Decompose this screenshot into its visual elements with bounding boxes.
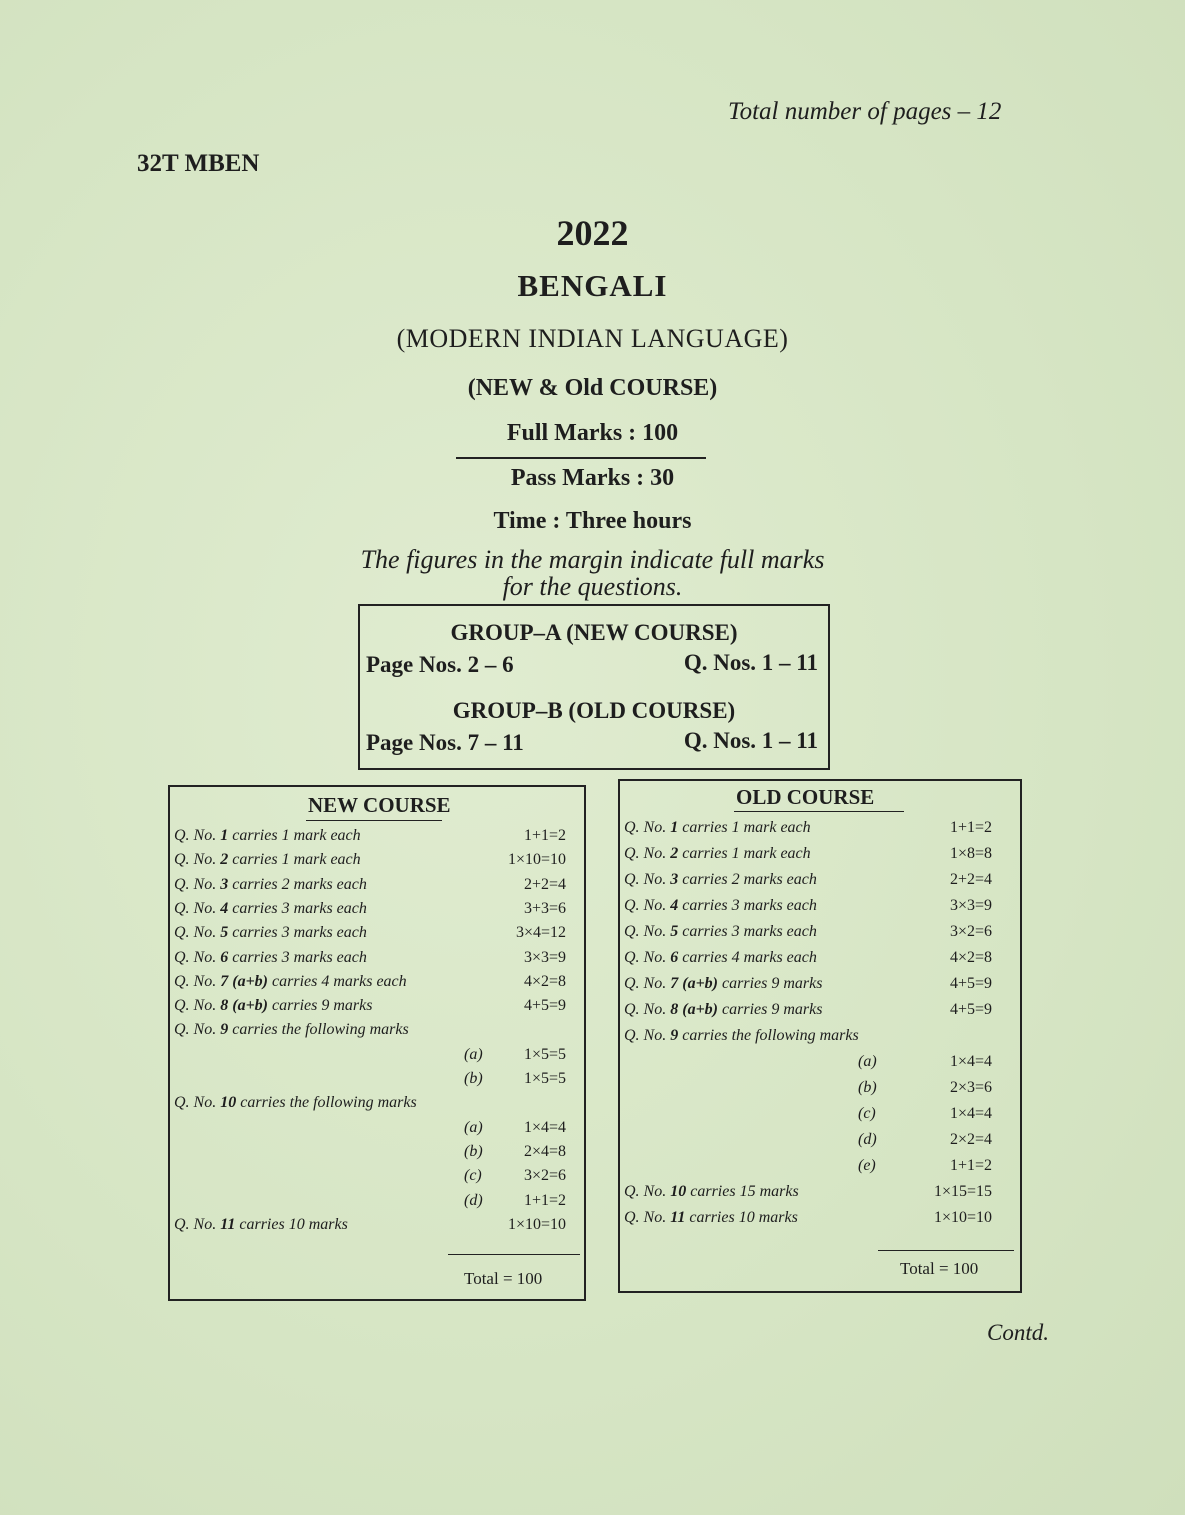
question-description: carries 1 mark each <box>232 851 361 869</box>
question-text: Q. No. 5 carries 3 marks each <box>174 924 367 942</box>
question-description: carries 1 mark each <box>682 819 811 836</box>
marks-row <box>620 845 1020 869</box>
sub-part-label: (e) <box>858 1157 876 1174</box>
marks-row <box>620 871 1020 895</box>
sub-part-label: (a) <box>464 1045 483 1063</box>
marks-row <box>620 975 1020 999</box>
question-text: Q. No. 11 carries 10 marks <box>624 1209 798 1226</box>
marks-row <box>170 924 584 948</box>
marks-value: 2+2=4 <box>523 875 566 893</box>
marks-row <box>170 1216 584 1240</box>
marks-row <box>620 1001 1020 1025</box>
marks-value: 1×8=8 <box>949 845 992 862</box>
marks-value: 2×2=4 <box>949 1131 992 1148</box>
marks-value: 3×4=12 <box>515 924 566 942</box>
pass-marks: Pass Marks : 30 <box>510 465 675 491</box>
question-number: 11 <box>670 1209 686 1226</box>
marks-value: 3×3=9 <box>949 897 992 914</box>
question-description: carries 4 marks each <box>682 949 817 966</box>
sub-part-label: (d) <box>464 1191 483 1209</box>
marks-value: 1×4=4 <box>949 1053 992 1070</box>
question-number: 5 <box>220 924 229 942</box>
group-a-questions: Q. Nos. 1 – 11 <box>683 650 818 675</box>
marks-value: 4+5=9 <box>949 975 992 992</box>
marks-value: 1+1=2 <box>523 827 566 844</box>
group-b-title: GROUP–B (OLD COURSE) <box>452 698 736 723</box>
question-description: carries 9 marks <box>722 975 823 992</box>
question-number: 6 <box>220 948 229 966</box>
marks-row <box>170 949 584 973</box>
question-number: 6 <box>670 949 679 966</box>
sub-part-label: (c) <box>464 1167 482 1185</box>
question-description: carries 15 marks <box>690 1183 799 1200</box>
marks-row <box>170 1070 584 1094</box>
question-number: 8 (a+b) <box>670 1001 719 1018</box>
marks-value: 1+1=2 <box>523 1191 566 1209</box>
new-course-title-underline <box>306 820 442 821</box>
exam-year: 2022 <box>556 213 629 253</box>
question-description: carries 3 marks each <box>232 899 367 917</box>
question-text: Q. No. 10 carries 15 marks <box>624 1183 799 1200</box>
paper-code: 32T MBEN <box>137 150 260 177</box>
marks-row <box>170 851 584 875</box>
total-pages-note: Total number of pages – 12 <box>728 98 1002 125</box>
marks-value: 1×10=10 <box>507 1215 566 1233</box>
question-number: 3 <box>220 875 229 893</box>
marks-value: 1×5=5 <box>523 1070 566 1087</box>
marks-row <box>170 1094 584 1118</box>
exam-time: Time : Three hours <box>493 508 692 534</box>
marks-row <box>620 949 1020 973</box>
question-number: 9 <box>220 1021 229 1039</box>
sub-part-label: (d) <box>858 1131 877 1148</box>
subject-title: BENGALI <box>517 268 668 303</box>
marks-value: 2×4=8 <box>523 1142 566 1160</box>
marks-value: 3+3=6 <box>523 899 566 917</box>
new-course-box <box>168 785 586 1301</box>
marks-row <box>620 1027 1020 1051</box>
marks-value: 4+5=9 <box>949 1001 992 1018</box>
group-b-questions: Q. Nos. 1 – 11 <box>683 728 818 753</box>
question-number: 2 <box>220 851 229 869</box>
marks-value: 1×10=10 <box>933 1209 992 1226</box>
marks-value: 3×2=6 <box>523 1167 566 1185</box>
question-number: 11 <box>220 1215 236 1233</box>
old-course-title-underline <box>734 811 904 812</box>
question-text: Q. No. 8 (a+b) carries 9 marks <box>624 1001 823 1018</box>
question-description: carries 10 marks <box>239 1215 348 1233</box>
marks-row <box>170 876 584 900</box>
question-description: carries 2 marks each <box>682 871 817 888</box>
marks-row <box>620 923 1020 947</box>
question-number: 4 <box>670 897 679 914</box>
question-text: Q. No. 1 carries 1 mark each <box>174 827 361 844</box>
course-type: (NEW & Old COURSE) <box>467 375 718 401</box>
sub-part-label: (c) <box>858 1105 876 1122</box>
sub-part-label: (b) <box>858 1079 877 1096</box>
question-number: 2 <box>670 845 679 862</box>
question-number: 5 <box>670 923 679 940</box>
question-number: 4 <box>220 899 229 917</box>
marks-value: 4×2=8 <box>949 949 992 966</box>
marks-row <box>620 1105 1020 1129</box>
question-number: 10 <box>220 1094 237 1112</box>
question-number: 3 <box>670 871 679 888</box>
marks-row <box>620 1131 1020 1155</box>
marks-row <box>620 1183 1020 1207</box>
marks-row <box>170 973 584 997</box>
marks-value: 1+1=2 <box>949 1157 992 1174</box>
marks-row <box>170 1046 584 1070</box>
group-info-box <box>358 604 830 770</box>
question-description: carries the following marks <box>682 1027 859 1044</box>
question-description: carries 1 mark each <box>232 827 361 844</box>
question-text: Q. No. 11 carries 10 marks <box>174 1215 348 1233</box>
marks-row <box>620 819 1020 843</box>
group-a-title: GROUP–A (NEW COURSE) <box>450 620 738 645</box>
question-text: Q. No. 9 carries the following marks <box>624 1027 859 1044</box>
question-text: Q. No. 6 carries 3 marks each <box>174 948 367 966</box>
question-text: Q. No. 3 carries 2 marks each <box>624 871 817 888</box>
marks-value: 1×5=5 <box>523 1045 566 1063</box>
marks-row <box>620 1079 1020 1103</box>
sub-part-label: (b) <box>464 1142 483 1160</box>
question-description: carries 9 marks <box>722 1001 823 1018</box>
question-text: Q. No. 10 carries the following marks <box>174 1094 417 1112</box>
marks-row <box>170 997 584 1021</box>
marks-value: 4×2=8 <box>523 972 566 990</box>
question-description: carries 10 marks <box>689 1209 798 1226</box>
marks-value: 1×10=10 <box>507 851 566 869</box>
question-number: 8 (a+b) <box>220 997 269 1015</box>
question-number: 1 <box>670 819 679 836</box>
group-b-pages: Page Nos. 7 – 11 <box>366 730 524 755</box>
marks-value: 1×4=4 <box>949 1105 992 1122</box>
marks-value: 1×4=4 <box>523 1118 566 1136</box>
question-description: carries 1 mark each <box>682 845 811 862</box>
marks-value: 3×3=9 <box>523 948 566 966</box>
old-course-total-rule <box>878 1250 1014 1251</box>
question-number: 7 (a+b) <box>670 975 719 992</box>
margin-note-line1: The figures in the margin indicate full marks <box>360 545 825 574</box>
margin-note-line2: for the questions. <box>502 572 683 601</box>
question-text: Q. No. 2 carries 1 mark each <box>174 851 361 869</box>
marks-row <box>170 827 584 851</box>
marks-value: 4+5=9 <box>523 997 566 1015</box>
marks-row <box>170 1021 584 1045</box>
question-description: carries 9 marks <box>272 997 373 1015</box>
marks-row <box>170 1167 584 1191</box>
question-description: carries 2 marks each <box>232 875 367 893</box>
old-course-total: Total = 100 <box>900 1259 979 1278</box>
subject-subtitle: (MODERN INDIAN LANGUAGE) <box>396 324 789 353</box>
marks-value: 1+1=2 <box>949 819 992 836</box>
sub-part-label: (a) <box>858 1053 877 1070</box>
full-marks: Full Marks : 100 <box>506 420 679 446</box>
question-number: 7 (a+b) <box>220 972 269 990</box>
question-text: Q. No. 9 carries the following marks <box>174 1021 409 1039</box>
marks-row <box>170 1192 584 1216</box>
marks-row <box>620 897 1020 921</box>
question-description: carries 3 marks each <box>232 924 367 942</box>
question-description: carries the following marks <box>240 1094 417 1112</box>
continued-note: Contd. <box>987 1320 1049 1345</box>
new-course-total-rule <box>448 1254 580 1255</box>
question-number: 1 <box>220 827 229 844</box>
sub-part-label: (a) <box>464 1118 483 1136</box>
question-text: Q. No. 8 (a+b) carries 9 marks <box>174 997 373 1015</box>
question-text: Q. No. 7 (a+b) carries 9 marks <box>624 975 823 992</box>
question-text: Q. No. 5 carries 3 marks each <box>624 923 817 940</box>
marks-row <box>170 1119 584 1143</box>
question-description: carries 3 marks each <box>682 923 817 940</box>
marks-row <box>170 1143 584 1167</box>
marks-row <box>170 900 584 924</box>
marks-divider <box>456 457 706 459</box>
marks-row <box>620 1209 1020 1233</box>
question-text: Q. No. 4 carries 3 marks each <box>624 897 817 914</box>
marks-row <box>620 1053 1020 1077</box>
question-text: Q. No. 7 (a+b) carries 4 marks each <box>174 972 407 990</box>
marks-row <box>620 1157 1020 1181</box>
question-text: Q. No. 3 carries 2 marks each <box>174 875 367 893</box>
marks-value: 1×15=15 <box>933 1183 992 1200</box>
old-course-box <box>618 779 1022 1293</box>
question-text: Q. No. 6 carries 4 marks each <box>624 949 817 966</box>
question-description: carries the following marks <box>232 1021 409 1039</box>
sub-part-label: (b) <box>464 1070 483 1087</box>
question-text: Q. No. 4 carries 3 marks each <box>174 899 367 917</box>
marks-value: 2+2=4 <box>949 871 992 888</box>
new-course-total: Total = 100 <box>464 1269 543 1288</box>
question-description: carries 4 marks each <box>272 972 407 990</box>
group-a-pages: Page Nos. 2 – 6 <box>366 652 514 677</box>
question-text: Q. No. 2 carries 1 mark each <box>624 845 811 862</box>
question-number: 9 <box>670 1027 679 1044</box>
marks-value: 2×3=6 <box>949 1079 992 1096</box>
question-number: 10 <box>670 1183 687 1200</box>
old-course-title: OLD COURSE <box>736 785 875 809</box>
question-text: Q. No. 1 carries 1 mark each <box>624 819 811 836</box>
marks-value: 3×2=6 <box>949 923 992 940</box>
new-course-title: NEW COURSE <box>308 793 451 817</box>
question-description: carries 3 marks each <box>232 948 367 966</box>
question-description: carries 3 marks each <box>682 897 817 914</box>
